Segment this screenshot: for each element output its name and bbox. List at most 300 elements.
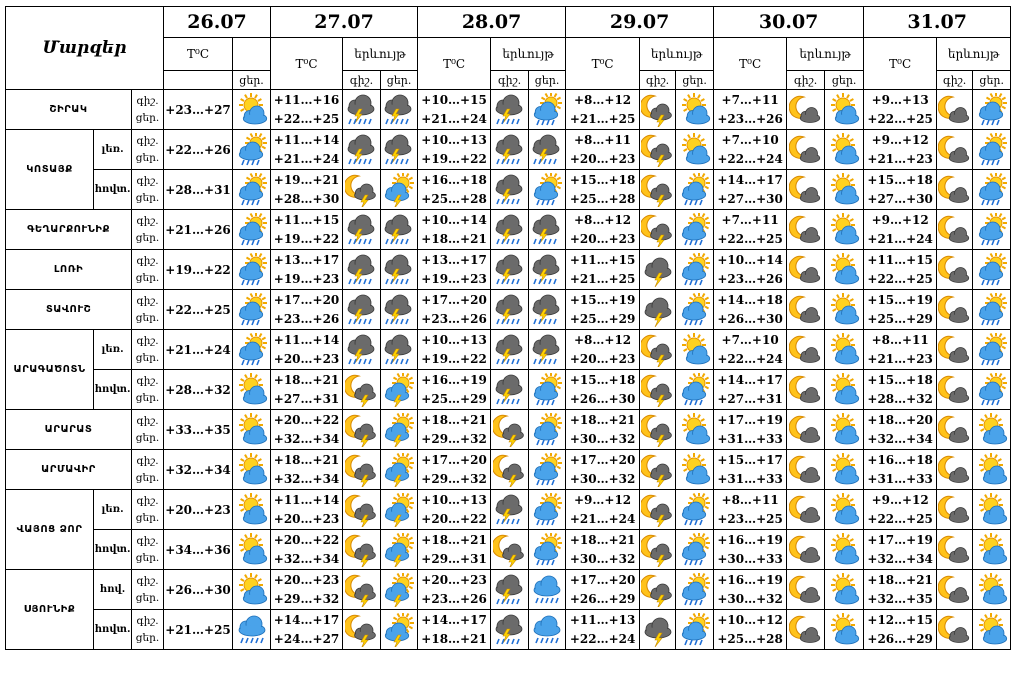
day-label: ցեր. xyxy=(135,231,160,244)
storm-rain-icon xyxy=(343,330,381,370)
date-header: 29.07 xyxy=(566,7,714,38)
sun-rain-icon xyxy=(529,90,566,130)
day-label: ցեր. xyxy=(676,71,714,90)
sun-cloud-icon xyxy=(825,210,864,250)
night-temp: +11…+15 xyxy=(867,252,933,267)
day-temp: +22…+24 xyxy=(717,351,783,366)
moon-storm-icon xyxy=(343,610,381,650)
storm-rain-icon xyxy=(491,130,529,170)
day-temp: +32…+34 xyxy=(867,551,933,566)
moon-cloud-icon xyxy=(787,570,825,610)
night-temp: +9…+12 xyxy=(871,132,929,147)
sun-cloud-icon xyxy=(825,370,864,410)
temp-range xyxy=(566,490,640,530)
sun-cloud-icon xyxy=(973,410,1011,450)
temp-range xyxy=(418,370,491,410)
temp-range xyxy=(864,90,937,130)
cloud-storm-icon xyxy=(640,250,676,290)
phenomenon-header: երևույթ xyxy=(787,38,864,71)
temp-range xyxy=(864,330,937,370)
subregion-name: լեռ. xyxy=(94,330,132,370)
sun-rain-icon xyxy=(676,210,714,250)
moon-storm-icon xyxy=(343,170,381,210)
moon-storm-icon xyxy=(343,450,381,490)
night-temp: +10…+12 xyxy=(717,612,783,627)
storm-rain-icon xyxy=(491,330,529,370)
temp-range xyxy=(566,210,640,250)
moon-storm-icon xyxy=(343,570,381,610)
day-temp: +29…+32 xyxy=(273,591,340,606)
table-row xyxy=(6,450,1011,490)
night-temp: +14…+17 xyxy=(273,612,340,627)
night-temp: +15…+18 xyxy=(569,172,636,187)
night-temp: +17…+20 xyxy=(421,452,487,467)
moon-cloud-icon xyxy=(787,370,825,410)
storm-rain-icon xyxy=(491,370,529,410)
table-row xyxy=(6,410,1011,450)
moon-storm-icon xyxy=(640,530,676,570)
sun-rain-icon xyxy=(233,130,271,170)
sun-cloud-icon xyxy=(825,130,864,170)
temp-range: +21…+24 xyxy=(164,330,233,370)
period-labels xyxy=(132,530,164,570)
sun-cloud-icon xyxy=(825,410,864,450)
moon-cloud-icon xyxy=(937,330,973,370)
day-temp: +25…+29 xyxy=(421,391,487,406)
temp-range xyxy=(271,410,343,450)
night-temp: +10…+13 xyxy=(421,332,487,347)
temp-range xyxy=(714,170,787,210)
day-temp: +26…+29 xyxy=(569,591,636,606)
temp-header: T⁰C xyxy=(714,38,787,90)
sun-cloud-icon xyxy=(825,610,864,650)
night-temp: +8…+12 xyxy=(574,92,632,107)
temp-range xyxy=(714,610,787,650)
date-header: 31.07 xyxy=(864,7,1011,38)
region-name: ՍՅՈՒՆԻՔ xyxy=(6,570,94,650)
night-temp: +14…+17 xyxy=(421,612,487,627)
temp-range: +23…+27 xyxy=(164,90,233,130)
phenomenon-header: երևույթ xyxy=(640,38,714,71)
sun-cloud-icon xyxy=(973,610,1011,650)
temp-range xyxy=(418,90,491,130)
moon-cloud-icon xyxy=(937,450,973,490)
period-labels xyxy=(132,90,164,130)
day-temp: +31…+33 xyxy=(867,471,933,486)
night-temp: +14…+17 xyxy=(717,372,783,387)
sun-rain-icon xyxy=(676,170,714,210)
night-label: գիշ. xyxy=(136,94,159,107)
day-temp: +25…+28 xyxy=(569,191,636,206)
table-row xyxy=(6,170,1011,210)
temp-range xyxy=(271,290,343,330)
moon-storm-icon xyxy=(640,330,676,370)
day-temp: +25…+29 xyxy=(569,311,636,326)
day-label: ցեր. xyxy=(135,511,160,524)
sun-rain-icon xyxy=(233,290,271,330)
temp-range xyxy=(864,290,937,330)
moon-cloud-icon xyxy=(937,490,973,530)
sun-cloud-icon xyxy=(825,250,864,290)
day-temp: +27…+31 xyxy=(717,391,783,406)
day-temp: +20…+23 xyxy=(569,151,636,166)
period-labels xyxy=(132,330,164,370)
day-temp: +26…+30 xyxy=(569,391,636,406)
moon-storm-icon xyxy=(640,170,676,210)
region-name: ԱՐԱԳԱԾՈՏՆ xyxy=(6,330,94,410)
temp-range xyxy=(566,570,640,610)
night-temp: +8…+12 xyxy=(574,212,632,227)
night-temp: +17…+19 xyxy=(867,532,933,547)
sun-rain-icon xyxy=(973,250,1011,290)
sun-rain-icon xyxy=(676,570,714,610)
moon-storm-icon xyxy=(640,450,676,490)
sun-rain-icon xyxy=(973,90,1011,130)
date-header: 27.07 xyxy=(271,7,418,38)
sun-cloud-icon xyxy=(825,570,864,610)
storm-rain-icon xyxy=(491,490,529,530)
day-temp: +20…+22 xyxy=(421,511,487,526)
temp-range xyxy=(271,90,343,130)
subregion-name: հովտ. xyxy=(94,370,132,410)
day-temp: +27…+30 xyxy=(717,191,783,206)
day-temp: +32…+34 xyxy=(273,431,340,446)
day-temp: +30…+32 xyxy=(717,591,783,606)
storm-rain-icon xyxy=(381,330,418,370)
temp-range xyxy=(714,450,787,490)
sun-storm-icon xyxy=(381,170,418,210)
storm-rain-icon xyxy=(491,250,529,290)
sun-rain-icon xyxy=(676,490,714,530)
day-temp: +19…+23 xyxy=(421,271,487,286)
moon-storm-icon xyxy=(640,410,676,450)
temp-range xyxy=(566,330,640,370)
temp-range xyxy=(271,370,343,410)
moon-storm-icon xyxy=(343,490,381,530)
day-temp: +23…+26 xyxy=(421,311,487,326)
region-name: ՎԱՅՈՑ ՁՈՐ xyxy=(6,490,94,570)
sun-storm-icon xyxy=(381,450,418,490)
temp-range xyxy=(714,330,787,370)
night-temp: +9…+13 xyxy=(871,92,929,107)
sun-cloud-icon xyxy=(825,90,864,130)
day-temp: +21…+23 xyxy=(867,151,933,166)
sun-cloud-icon xyxy=(676,450,714,490)
night-temp: +8…+11 xyxy=(871,332,929,347)
temp-range xyxy=(271,490,343,530)
date-header: 30.07 xyxy=(714,7,864,38)
temp-range: +34…+36 xyxy=(164,530,233,570)
storm-rain-icon xyxy=(381,130,418,170)
storm-rain-icon xyxy=(529,290,566,330)
night-temp: +15…+19 xyxy=(569,292,636,307)
sun-cloud-icon xyxy=(973,490,1011,530)
day-temp: +29…+31 xyxy=(421,551,487,566)
day-temp: +32…+34 xyxy=(273,551,340,566)
moon-cloud-icon xyxy=(787,90,825,130)
moon-storm-icon xyxy=(491,450,529,490)
table-row xyxy=(6,210,1011,250)
moon-storm-icon xyxy=(640,570,676,610)
period-labels xyxy=(132,130,164,170)
sun-rain-icon xyxy=(676,370,714,410)
table-row xyxy=(6,290,1011,330)
night-label: գիշ. xyxy=(136,374,159,387)
night-temp: +18…+21 xyxy=(273,452,340,467)
sun-rain-icon xyxy=(529,490,566,530)
storm-rain-icon xyxy=(529,210,566,250)
night-temp: +9…+12 xyxy=(574,492,632,507)
phenomenon-header: երևույթ xyxy=(491,38,566,71)
moon-storm-icon xyxy=(640,370,676,410)
night-label: գիշ. xyxy=(136,454,159,467)
region-name: ԳԵՂԱՐՔՈՒՆԻՔ xyxy=(6,210,132,250)
temp-range xyxy=(714,370,787,410)
temp-header: T⁰C xyxy=(864,38,937,90)
temp-range xyxy=(418,170,491,210)
moon-cloud-icon xyxy=(787,210,825,250)
day-temp: +22…+24 xyxy=(569,631,636,646)
night-label: գիշ. xyxy=(136,134,159,147)
sun-cloud-icon xyxy=(825,330,864,370)
subregion-name: հովտ. xyxy=(94,610,132,650)
temp-range xyxy=(271,330,343,370)
day-label: ցեր. xyxy=(135,591,160,604)
temp-range: +22…+26 xyxy=(164,130,233,170)
moon-storm-icon xyxy=(491,530,529,570)
storm-rain-icon xyxy=(343,90,381,130)
day-temp: +21…+25 xyxy=(569,111,636,126)
night-temp: +15…+18 xyxy=(867,172,933,187)
night-temp: +11…+14 xyxy=(273,332,340,347)
temp-header: T⁰C xyxy=(418,38,491,90)
day-temp: +19…+22 xyxy=(421,351,487,366)
phenomenon-header: երևույթ xyxy=(937,38,1011,71)
sun-cloud-icon xyxy=(825,490,864,530)
night-temp: +11…+14 xyxy=(273,492,340,507)
period-labels xyxy=(132,570,164,610)
sun-storm-icon xyxy=(381,370,418,410)
sun-cloud-icon xyxy=(676,410,714,450)
temp-range xyxy=(418,450,491,490)
night-label: գիշ. xyxy=(136,494,159,507)
day-label: ցեր. xyxy=(135,271,160,284)
night-label: գիշ. xyxy=(136,534,159,547)
temp-range xyxy=(714,530,787,570)
moon-cloud-icon xyxy=(787,250,825,290)
day-temp: +22…+25 xyxy=(273,111,340,126)
day-temp: +22…+25 xyxy=(717,231,783,246)
temp-range xyxy=(418,130,491,170)
region-name: ԱՐՄԱՎԻՐ xyxy=(6,450,132,490)
day-label: ցեր. xyxy=(135,631,160,644)
night-label: գիշ. xyxy=(136,334,159,347)
temp-range xyxy=(418,530,491,570)
storm-rain-icon xyxy=(343,130,381,170)
night-temp: +7…+11 xyxy=(721,212,779,227)
day-temp: +23…+26 xyxy=(717,111,783,126)
temp-range xyxy=(864,610,937,650)
table-row xyxy=(6,250,1011,290)
day-temp: +22…+25 xyxy=(867,111,933,126)
night-label: գիշ. xyxy=(787,71,825,90)
sun-cloud-icon xyxy=(233,490,271,530)
night-temp: +20…+23 xyxy=(273,572,340,587)
subregion-name: հովտ. xyxy=(94,170,132,210)
rain-icon xyxy=(233,610,271,650)
subregion-name: լեռ. xyxy=(94,490,132,530)
night-temp: +17…+20 xyxy=(273,292,340,307)
temp-header: T⁰C xyxy=(164,38,233,71)
night-temp: +15…+18 xyxy=(569,372,636,387)
day-temp: +32…+34 xyxy=(867,431,933,446)
storm-rain-icon xyxy=(491,90,529,130)
storm-rain-icon xyxy=(529,130,566,170)
regions-header: Մարզեր xyxy=(6,7,164,90)
temp-range xyxy=(566,610,640,650)
sun-cloud-icon xyxy=(973,530,1011,570)
date-header: 28.07 xyxy=(418,7,566,38)
temp-range xyxy=(418,570,491,610)
moon-cloud-icon xyxy=(937,250,973,290)
moon-cloud-icon xyxy=(937,210,973,250)
day-temp: +20…+23 xyxy=(569,351,636,366)
moon-cloud-icon xyxy=(787,610,825,650)
temp-range xyxy=(566,290,640,330)
night-temp: +13…+17 xyxy=(421,252,487,267)
temp-range: +28…+32 xyxy=(164,370,233,410)
sun-cloud-icon xyxy=(233,90,271,130)
moon-cloud-icon xyxy=(937,170,973,210)
day-temp: +28…+30 xyxy=(273,191,340,206)
temp-range xyxy=(566,410,640,450)
day-label: ցեր. xyxy=(529,71,566,90)
moon-cloud-icon xyxy=(787,450,825,490)
night-temp: +20…+23 xyxy=(421,572,487,587)
night-label: գիշ. xyxy=(136,614,159,627)
night-temp: +7…+10 xyxy=(721,132,779,147)
day-temp: +32…+34 xyxy=(273,471,340,486)
temp-range xyxy=(714,210,787,250)
night-temp: +17…+20 xyxy=(569,572,636,587)
temp-range xyxy=(271,450,343,490)
period-labels xyxy=(132,290,164,330)
night-temp: +19…+21 xyxy=(273,172,340,187)
sun-rain-icon xyxy=(233,250,271,290)
day-temp: +23…+25 xyxy=(717,511,783,526)
night-temp: +16…+19 xyxy=(421,372,487,387)
sun-cloud-icon xyxy=(676,90,714,130)
storm-rain-icon xyxy=(343,210,381,250)
night-temp: +8…+12 xyxy=(574,332,632,347)
sun-rain-icon xyxy=(529,450,566,490)
sun-rain-icon xyxy=(529,170,566,210)
moon-storm-icon xyxy=(343,370,381,410)
temp-range xyxy=(418,290,491,330)
storm-rain-icon xyxy=(491,610,529,650)
day-temp: +27…+31 xyxy=(273,391,340,406)
temp-range xyxy=(566,530,640,570)
moon-storm-icon xyxy=(640,210,676,250)
sun-storm-icon xyxy=(381,410,418,450)
sun-rain-icon xyxy=(529,530,566,570)
day-temp: +18…+21 xyxy=(421,631,487,646)
moon-storm-icon xyxy=(343,530,381,570)
moon-cloud-icon xyxy=(937,570,973,610)
night-temp: +16…+18 xyxy=(867,452,933,467)
period-labels xyxy=(132,210,164,250)
day-temp: +22…+25 xyxy=(867,511,933,526)
sun-rain-icon xyxy=(973,170,1011,210)
storm-rain-icon xyxy=(343,290,381,330)
sun-cloud-icon xyxy=(233,570,271,610)
day-temp: +31…+33 xyxy=(717,431,783,446)
moon-cloud-icon xyxy=(787,490,825,530)
cloud-storm-icon xyxy=(640,610,676,650)
day-label: ցեր. xyxy=(233,71,271,90)
night-temp: +11…+15 xyxy=(569,252,636,267)
temp-range xyxy=(714,410,787,450)
sun-rain-icon xyxy=(676,250,714,290)
region-name: ԼՈՌԻ xyxy=(6,250,132,290)
table-row xyxy=(6,330,1011,370)
moon-cloud-icon xyxy=(937,290,973,330)
sun-rain-icon xyxy=(676,610,714,650)
sun-cloud-icon xyxy=(233,450,271,490)
day-temp: +19…+23 xyxy=(273,271,340,286)
day-temp: +28…+32 xyxy=(867,391,933,406)
night-label: գիշ. xyxy=(640,71,676,90)
night-temp: +18…+21 xyxy=(569,412,636,427)
temp-range xyxy=(864,130,937,170)
storm-rain-icon xyxy=(343,250,381,290)
storm-rain-icon xyxy=(381,290,418,330)
night-temp: +18…+20 xyxy=(867,412,933,427)
day-temp: +24…+27 xyxy=(273,631,340,646)
night-label: գիշ. xyxy=(136,254,159,267)
moon-cloud-icon xyxy=(937,370,973,410)
night-temp: +16…+18 xyxy=(421,172,487,187)
temp-range: +26…+30 xyxy=(164,570,233,610)
night-temp: +14…+18 xyxy=(717,292,783,307)
night-temp: +17…+20 xyxy=(569,452,636,467)
night-temp: +18…+21 xyxy=(421,412,487,427)
night-temp: +20…+22 xyxy=(273,532,340,547)
table-row xyxy=(6,370,1011,410)
sun-cloud-icon xyxy=(676,130,714,170)
moon-storm-icon xyxy=(640,490,676,530)
date-header: 26.07 xyxy=(164,7,271,38)
temp-range xyxy=(418,210,491,250)
day-label: ցեր. xyxy=(135,111,160,124)
day-temp: +30…+32 xyxy=(569,471,636,486)
day-label: ցեր. xyxy=(825,71,864,90)
temp-range xyxy=(864,450,937,490)
table-row xyxy=(6,570,1011,610)
day-temp: +23…+26 xyxy=(273,311,340,326)
temp-range xyxy=(864,570,937,610)
temp-range xyxy=(864,250,937,290)
temp-range xyxy=(418,610,491,650)
region-name: ԱՐԱՐԱՏ xyxy=(6,410,132,450)
night-temp: +10…+14 xyxy=(717,252,783,267)
night-temp: +7…+11 xyxy=(721,92,779,107)
temp-range: +19…+22 xyxy=(164,250,233,290)
night-temp: +9…+12 xyxy=(871,492,929,507)
sun-storm-icon xyxy=(381,530,418,570)
day-label: ցեր. xyxy=(135,391,160,404)
day-temp: +21…+24 xyxy=(421,111,487,126)
